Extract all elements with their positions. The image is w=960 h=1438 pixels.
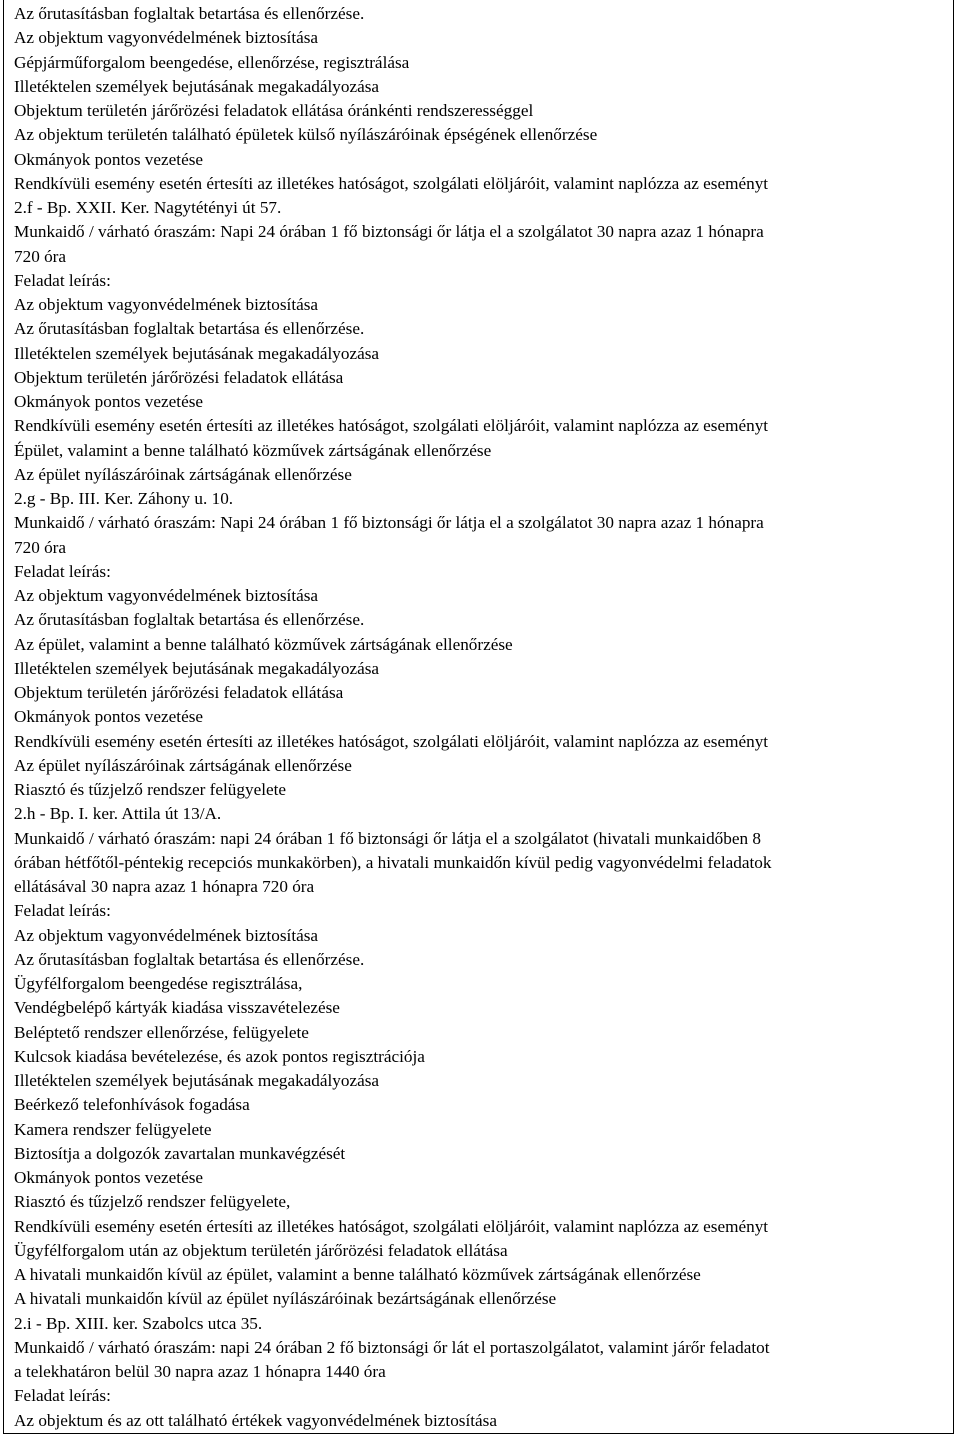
text-line: Okmányok pontos vezetése xyxy=(14,149,204,169)
text-line: A hivatali munkaidőn kívül az épület, valamint a benne található közművek zártságának ellenőrzése xyxy=(14,1265,701,1284)
text-line: Objektum területén járőrözési feladatok ellátása xyxy=(14,683,344,702)
text-line: Munkaidő / várható óraszám: napi 24 órában 1 fő biztonsági őr látja el a szolgálatot (hivatali munkaidőben 8 xyxy=(14,828,761,848)
text-line: Munkaidő / várható óraszám: Napi 24 órában 1 fő biztonsági őr látja el a szolgálatot 30 napra azaz 1 hónapra xyxy=(14,222,764,242)
text-line: Biztosítja a dolgozók zavartalan munkavégzését xyxy=(14,1143,346,1163)
text-line: Az épület, valamint a benne található közművek zártságának ellenőrzése xyxy=(14,634,513,654)
text-line: Illetéktelen személyek bejutásának megakadályozása xyxy=(14,658,380,678)
text-line: Az őrutasításban foglaltak betartása és ellenőrzése. xyxy=(14,610,365,630)
task-description-label: Feladat leírás: xyxy=(14,901,111,921)
text-line: A hivatali munkaidőn kívül az épület nyílászáróinak bezártságának ellenőrzése xyxy=(14,1289,557,1309)
text-line: Épület, valamint a benne található közművek zártságának ellenőrzése xyxy=(14,440,492,460)
text-line: Okmányok pontos vezetése xyxy=(14,1168,204,1187)
text-line: Az objektum vagyonvédelmének biztosítása xyxy=(14,295,319,314)
document-page xyxy=(3,0,954,1434)
task-description-label: Feladat leírás: xyxy=(14,561,111,581)
text-line: Munkaidő / várható óraszám: Napi 24 órában 1 fő biztonsági őr látja el a szolgálatot 30 napra azaz 1 hónapra xyxy=(14,513,764,533)
text-line: Objektum területén járőrözési feladatok ellátása óránkénti rendszerességgel xyxy=(14,101,534,120)
text-line: Beléptető rendszer ellenőrzése, felügyelete xyxy=(14,1022,309,1042)
text-line: Az objektum területén található épületek külső nyílászáróinak épségének ellenőrzése xyxy=(14,125,598,145)
text-line: Rendkívüli esemény esetén értesíti az illetékes hatóságot, szolgálati elöljáróit, valamint naplózza az eseményt xyxy=(14,416,769,436)
text-line: órában hétfőtől-péntekig recepciós munkakörben), a hivatali munkaidőn kívül pedig vagyonvédelmi feladatok xyxy=(14,852,772,872)
text-line: Vendégbelépő kártyák kiadása visszavételezése xyxy=(14,998,340,1018)
text-line: Ügyfélforgalom beengedése regisztrálása, xyxy=(14,974,303,993)
text-line: Riasztó és tűzjelző rendszer felügyelete xyxy=(14,780,287,799)
text-line: ellátásával 30 napra azaz 1 hónapra 720 óra xyxy=(14,877,315,896)
text-line: Az őrutasításban foglaltak betartása és ellenőrzése. xyxy=(14,319,365,339)
document-body xyxy=(14,2,944,1433)
text-line: Illetéktelen személyek bejutásának megakadályozása xyxy=(14,76,380,96)
text-line: Gépjárműforgalom beengedése, ellenőrzése, regisztrálása xyxy=(14,52,410,72)
section-heading-2f: 2.f - Bp. XXII. Ker. Nagytétényi út 57. xyxy=(14,198,282,217)
task-description-label: Feladat leírás: xyxy=(14,1386,111,1406)
text-line: Riasztó és tűzjelző rendszer felügyelete, xyxy=(14,1192,291,1212)
section-heading-2i: 2.i - Bp. XIII. ker. Szabolcs utca 35. xyxy=(14,1313,263,1333)
text-line: Kulcsok kiadása bevételezése, és azok pontos regisztrációja xyxy=(14,1046,425,1066)
text-line: Az objektum és az ott található értékek vagyonvédelmének biztosítása xyxy=(14,1410,497,1430)
text-line: Az épület nyílászáróinak zártságának ellenőrzése xyxy=(14,755,352,775)
text-line: 720 óra xyxy=(14,246,67,266)
text-line: Illetéktelen személyek bejutásának megakadályozása xyxy=(14,343,380,363)
text-line: Rendkívüli esemény esetén értesíti az illetékes hatóságot, szolgálati elöljáróit, valamint naplózza az eseményt xyxy=(14,173,769,193)
text-line: Illetéktelen személyek bejutásának megakadályozása xyxy=(14,1071,380,1090)
text-line: Az objektum vagyonvédelmének biztosítása xyxy=(14,586,319,605)
text-line: Rendkívüli esemény esetén értesíti az illetékes hatóságot, szolgálati elöljáróit, valamint naplózza az eseményt xyxy=(14,1216,769,1236)
text-line: Rendkívüli esemény esetén értesíti az illetékes hatóságot, szolgálati elöljáróit, valamint naplózza az eseményt xyxy=(14,731,769,751)
text-line: Az objektum vagyonvédelmének biztosítása xyxy=(14,925,319,945)
text-line: Munkaidő / várható óraszám: napi 24 órában 2 fő biztonsági őr lát el portaszolgálatot, valamint járőr feladatot xyxy=(14,1337,770,1357)
text-line: Objektum területén járőrözési feladatok ellátása xyxy=(14,367,344,387)
text-line: Az őrutasításban foglaltak betartása és ellenőrzése. xyxy=(14,949,365,969)
section-heading-2h: 2.h - Bp. I. ker. Attila út 13/A. xyxy=(14,804,222,824)
text-line: Beérkező telefonhívások fogadása xyxy=(14,1095,250,1115)
text-line: a telekhatáron belül 30 napra azaz 1 hónapra 1440 óra xyxy=(14,1362,386,1381)
text-line: Okmányok pontos vezetése xyxy=(14,392,204,411)
text-line: Az objektum vagyonvédelmének biztosítása xyxy=(14,28,319,48)
text-line: Ügyfélforgalom után az objektum területén járőrözési feladatok ellátása xyxy=(14,1240,508,1260)
task-description-label: Feladat leírás: xyxy=(14,270,111,290)
section-heading-2g: 2.g - Bp. III. Ker. Záhony u. 10. xyxy=(14,489,234,508)
text-line: 720 óra xyxy=(14,537,67,557)
text-line: Kamera rendszer felügyelete xyxy=(14,1119,212,1139)
text-line: Az épület nyílászáróinak zártságának ellenőrzése xyxy=(14,464,352,484)
text-line: Okmányok pontos vezetése xyxy=(14,707,204,727)
text-line: Az őrutasításban foglaltak betartása és ellenőrzése. xyxy=(14,4,365,23)
